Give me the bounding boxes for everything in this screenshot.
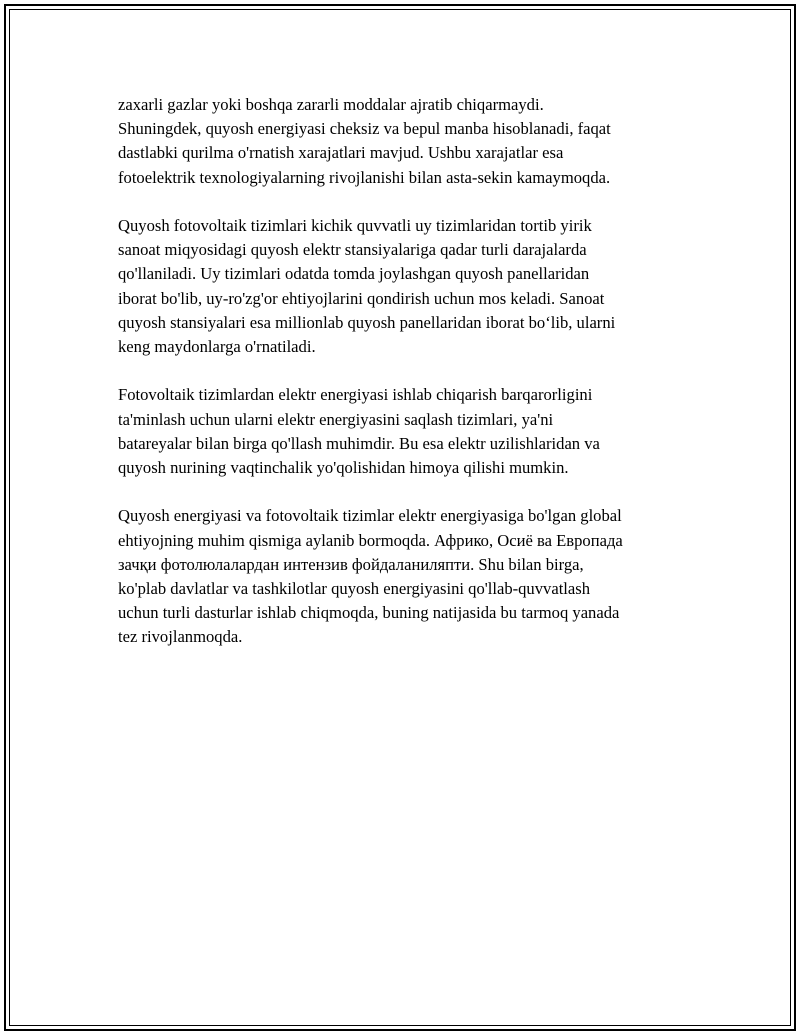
text-line: quyosh nurining vaqtinchalik yo'qolishidan himoya qilishi mumkin. bbox=[118, 458, 569, 478]
text-line: зачқи фотолюлалардан интензив фойдаланиляпти. Shu bilan birga, bbox=[118, 554, 584, 574]
text-line: tez rivojlanmoqda. bbox=[118, 627, 243, 647]
text-line: quyosh stansiyalari esa millionlab quyosh panellaridan iborat bo‘lib, ularni bbox=[118, 312, 616, 332]
text-line: batareyalar bilan birga qo'llash muhimdir. Bu esa elektr uzilishlaridan va bbox=[118, 433, 600, 453]
text-line: qo'llaniladi. Uy tizimlari odatda tomda joylashgan quyosh panellaridan bbox=[118, 264, 590, 284]
text-line: Quyosh fotovoltaik tizimlari kichik quvvatli uy tizimlaridan tortib yirik bbox=[118, 216, 592, 235]
text-line: zaxarli gazlar yoki boshqa zararli moddalar ajratib chiqarmaydi. bbox=[118, 95, 544, 114]
text-line: dastlabki qurilma o'rnatish xarajatlari mavjud. Ushbu xarajatlar esa bbox=[118, 143, 564, 163]
text-line: Quyosh energiyasi va fotovoltaik tizimlar elektr energiyasiga bo'lgan global bbox=[118, 506, 622, 526]
paragraph-1 bbox=[118, 93, 693, 190]
text-line: keng maydonlarga o'rnatiladi. bbox=[118, 337, 316, 357]
paragraph-3 bbox=[118, 383, 693, 480]
text-line: ta'minlash uchun ularni elektr energiyasini saqlash tizimlari, ya'ni bbox=[118, 409, 554, 429]
text-line: ko'plab davlatlar va tashkilotlar quyosh energiyasini qo'llab-quvvatlash bbox=[118, 579, 591, 599]
text-line: sanoat miqyosidagi quyosh elektr stansiyalariga qadar turli darajalarda bbox=[118, 240, 587, 260]
text-line: fotoelektrik texnologiyalarning rivojlanishi bilan asta-sekin kamaymoqda. bbox=[118, 167, 611, 187]
document-body bbox=[118, 93, 693, 674]
text-line: iborat bo'lib, uy-ro'zg'or ehtiyojlarini qondirish uchun mos keladi. Sanoat bbox=[118, 288, 605, 308]
text-line: ehtiyojning muhim qismiga aylanib bormoqda. Африко, Осиё ва Европада bbox=[118, 530, 623, 550]
paragraph-4 bbox=[118, 504, 693, 649]
text-line: Fotovoltaik tizimlardan elektr energiyasi ishlab chiqarish barqarorligini bbox=[118, 385, 593, 405]
text-line: Shuningdek, quyosh energiyasi cheksiz va bepul manba hisoblanadi, faqat bbox=[118, 119, 611, 139]
text-line: uchun turli dasturlar ishlab chiqmoqda, buning natijasida bu tarmoq yanada bbox=[118, 603, 620, 623]
paragraph-2 bbox=[118, 214, 693, 359]
